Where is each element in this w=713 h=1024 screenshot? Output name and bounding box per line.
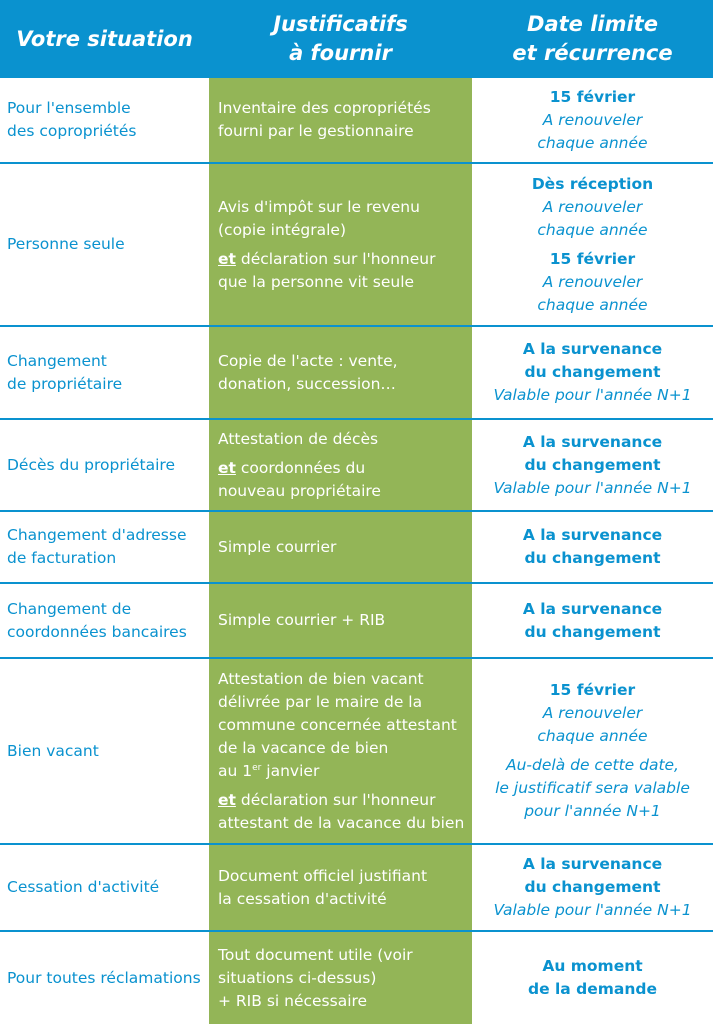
- row-cessation-situation: Cessation d'activité: [7, 878, 160, 896]
- row-cessation-justificatifs: Document officiel justifiant la cessation d'activité: [209, 845, 472, 930]
- row-bien-vacant-situation: Bien vacant: [7, 741, 99, 760]
- row-personne-seule-justificatifs: Avis d'impôt sur le revenu (copie intégrale) et déclaration sur l'honneur que la personne vit seule: [209, 164, 472, 325]
- row-bien-vacant-justificatifs: Attestation de bien vacant délivrée par le maire de la commune concernée attestant de la vacance de bien au 1er janvier et déclaration sur l'honneur attestant de la vacance du bien: [209, 659, 472, 843]
- row-cessation-date: A la survenance du changement Valable pour l'année N+1: [493, 855, 692, 919]
- row-reclamations-date: Au moment de la demande: [527, 957, 658, 998]
- row-deces-date: A la survenance du changement Valable pour l'année N+1: [493, 432, 692, 497]
- row-bancaires-date: A la survenance du changement: [522, 599, 663, 641]
- row-reclamations-situation: Pour toutes réclamations: [7, 968, 201, 987]
- row-changement-proprietaire-justificatifs: Copie de l'acte : vente, donation, succession…: [209, 327, 472, 418]
- row-adresse-justificatifs: Simple courrier: [209, 512, 472, 582]
- row-ensemble-date: 15 février A renouveler chaque année: [537, 87, 648, 152]
- row-personne-seule-date: Dès réception A renouveler chaque année 15 février A renouveler chaque année: [531, 174, 654, 314]
- header-justificatifs: Justificatifs à fournir: [273, 12, 408, 65]
- row-reclamations-justificatifs: Tout document utile (voir situations ci-dessus) + RIB si nécessaire: [209, 932, 472, 1024]
- row-personne-seule-situation: Personne seule: [7, 235, 125, 253]
- row-ensemble-situation: Pour l'ensemble des copropriétés: [7, 99, 137, 140]
- row-adresse-date: A la survenance du changement: [522, 526, 663, 567]
- row-bien-vacant-date: 15 février A renouveler chaque année Au-delà de cette date, le justificatif sera valable pour l'année N+1: [495, 681, 690, 820]
- row-bancaires-situation: Changement de coordonnées bancaires: [7, 599, 187, 641]
- row-deces-justificatifs: Attestation de décès et coordonnées du nouveau propriétaire: [209, 420, 472, 510]
- row-adresse-situation: Changement d'adresse de facturation: [7, 526, 187, 567]
- row-bancaires-justificatifs: Simple courrier + RIB: [209, 584, 472, 657]
- header-votre-situation: Votre situation: [16, 26, 193, 51]
- row-changement-proprietaire-situation: Changement de propriétaire: [7, 351, 123, 393]
- row-changement-proprietaire-date: A la survenance du changement Valable pour l'année N+1: [493, 340, 692, 404]
- header-date-limite: Date limite et récurrence: [512, 12, 673, 65]
- row-ensemble-justificatifs: Inventaire des copropriétés fourni par le gestionnaire: [209, 78, 472, 162]
- row-deces-situation: Décès du propriétaire: [7, 455, 175, 474]
